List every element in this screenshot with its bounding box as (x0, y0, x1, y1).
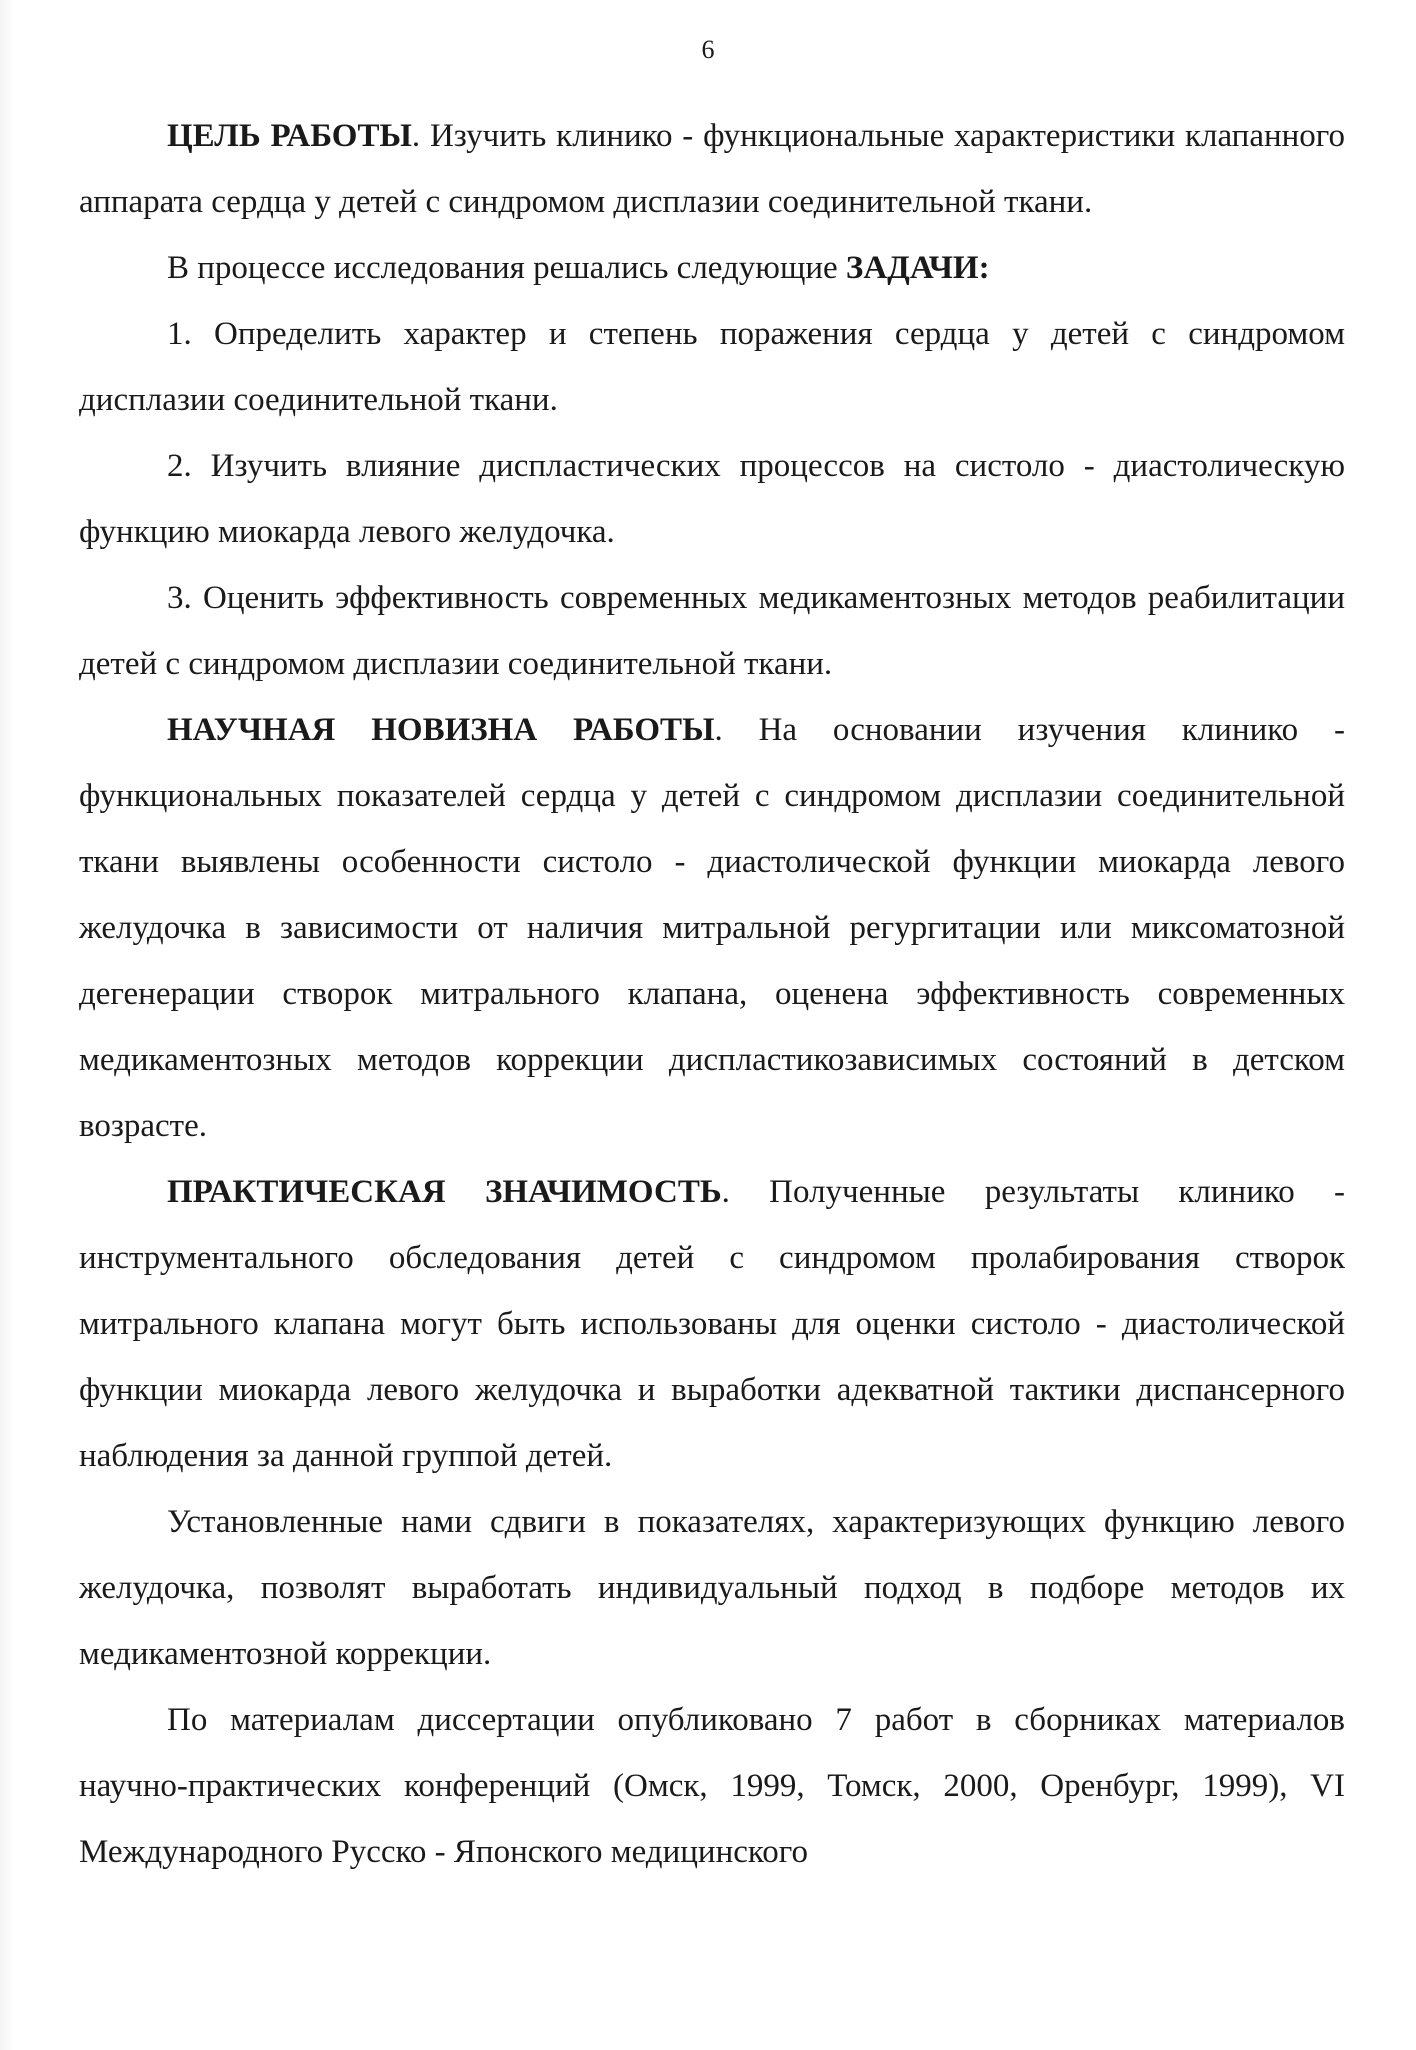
document-body (79, 103, 1345, 1885)
paragraph-tasks-intro (79, 235, 1345, 301)
paragraph-task-2: 2. Изучить влияние диспластических процессов на систоло - диастолическую функцию миокарда левого желудочка. (79, 448, 1345, 550)
novelty-text: . На основании изучения клинико - функциональных показателей сердца у детей с синдромом дисплазии соединительной ткани выявлены особенности систоло - диастолической функции миокарда левого желудочка в зависимости от наличия митральной регургитации или миксоматозной дегенерации створок митрального клапана, оценена эффективность современных медикаментозных методов коррекции диспластикозависимых состояний в детском возрасте. (79, 712, 1345, 1144)
page-number: 6 (701, 35, 715, 64)
practical-text: . Полученные результаты клинико - инструментального обследования детей с синдромом пролабирования створок митрального клапана могут быть использованы для оценки систоло - диастолической функции миокарда левого желудочка и выработки адекватной тактики диспансерного наблюдения за данной группой детей. (79, 1174, 1345, 1474)
paragraph-goal (79, 103, 1345, 235)
paragraph-publications: По материалам диссертации опубликовано 7 работ в сборниках материалов научно-практических конференций (Омск, 1999, Томск, 2000, Оренбург, 1999), VI Международного Русско - Японского медицинского (79, 1702, 1345, 1870)
heading-practical: ПРАКТИЧЕСКАЯ ЗНАЧИМОСТЬ (167, 1174, 722, 1210)
paragraph-shifts: Установленные нами сдвиги в показателях, характеризующих функцию левого желудочка, позволят выработать индивидуальный подход в подборе методов их медикаментозной коррекции. (79, 1504, 1345, 1672)
heading-novelty: НАУЧНАЯ НОВИЗНА РАБОТЫ (167, 712, 715, 748)
paragraph-novelty (79, 697, 1345, 1159)
tasks-intro-text: В процессе исследования решались следующие (167, 250, 846, 286)
paragraph-practical (79, 1159, 1345, 1489)
scan-edge-shading (0, 0, 14, 2050)
heading-tasks: ЗАДАЧИ: (845, 250, 990, 286)
heading-goal: ЦЕЛЬ РАБОТЫ (167, 118, 412, 154)
goal-text: . Изучить клинико - функциональные характеристики клапанного аппарата сердца у детей с синдромом дисплазии соединительной ткани. (79, 118, 1346, 220)
paragraph-task-1: 1. Определить характер и степень поражения сердца у детей с синдромом дисплазии соединительной ткани. (79, 316, 1345, 418)
paragraph-task-3: 3. Оценить эффективность современных медикаментозных методов реабилитации детей с синдромом дисплазии соединительной ткани. (79, 580, 1345, 682)
